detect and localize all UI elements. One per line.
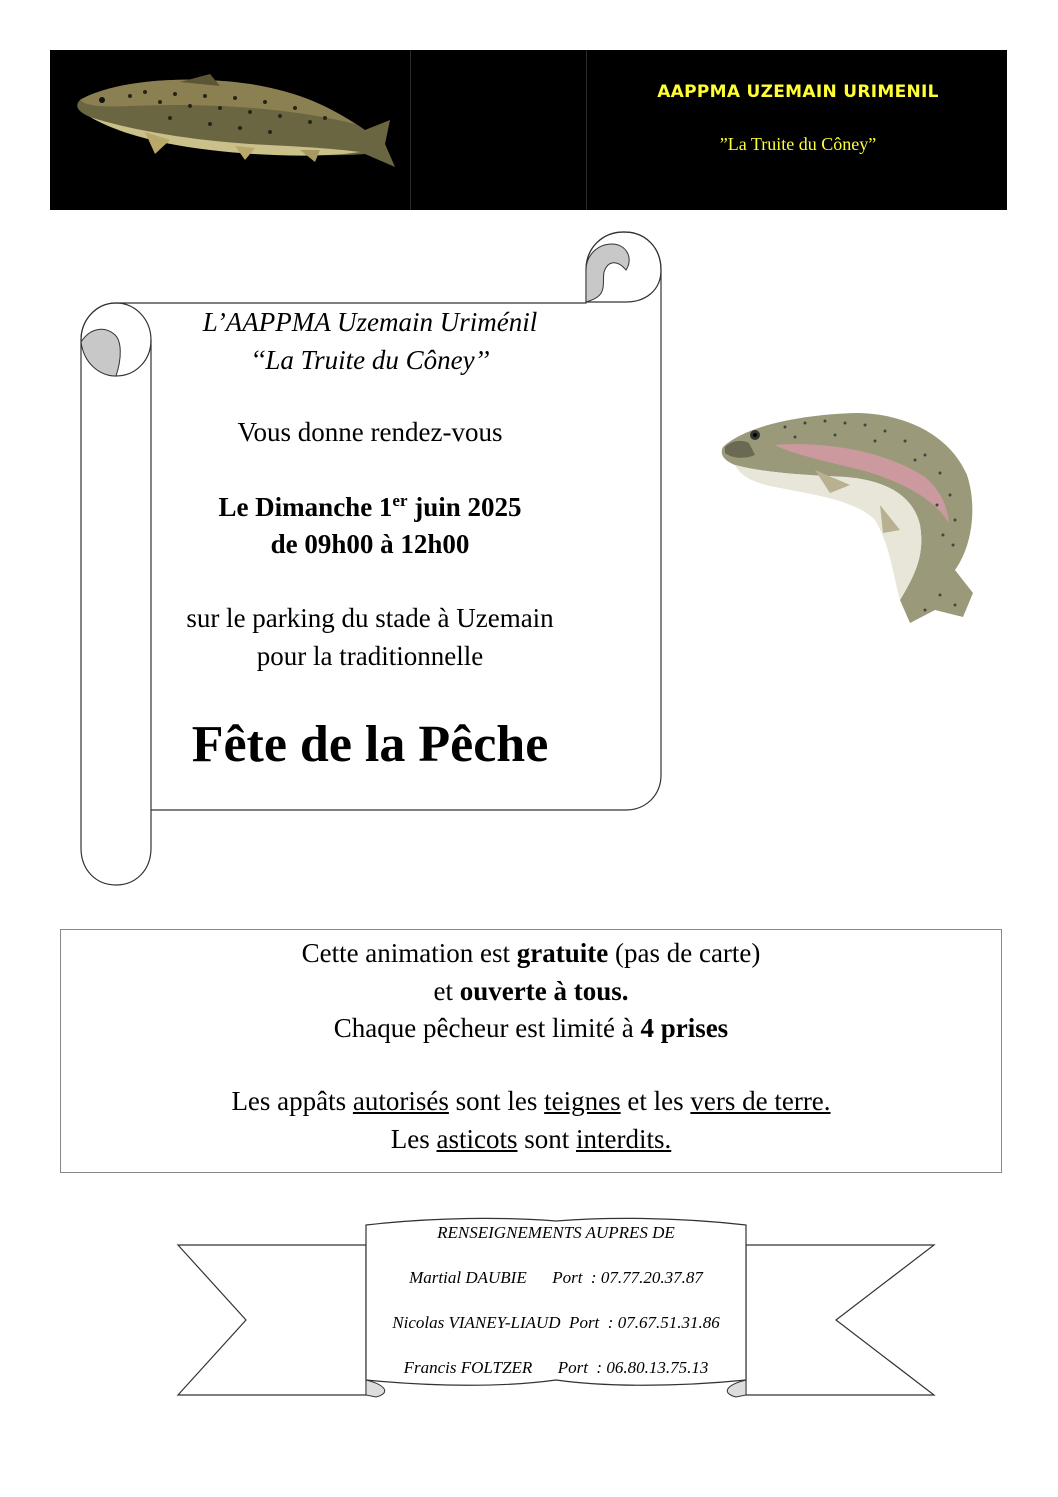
club-nickname: ‘‘La Truite du Côney’’ — [250, 345, 490, 375]
event-date: Le Dimanche 1er juin 2025 — [218, 491, 522, 522]
contact-foltzer: Francis FOLTZER Port : 06.80.13.75.13 — [403, 1358, 709, 1377]
rules-line-baits: Les appâts autorisés sont les teignes et les vers de terre. — [231, 1086, 831, 1116]
rules-line-limit: Chaque pêcheur est limité à 4 prises — [333, 1013, 729, 1043]
header-title: AAPPMA UZEMAIN URIMENIL — [657, 82, 939, 102]
header-subtitle: ”La Truite du Côney” — [719, 134, 877, 154]
header-banner — [50, 50, 1007, 210]
invitation-text: Vous donne rendez-vous — [237, 417, 503, 447]
rules-box — [60, 929, 1002, 1173]
rainbow-trout-image — [715, 405, 985, 630]
rules-line-free: Cette animation est gratuite (pas de carte) — [301, 938, 761, 968]
contact-vianey-liaud: Nicolas VIANEY-LIAUD Port : 07.67.51.31.86 — [392, 1313, 720, 1332]
header-divider — [586, 50, 587, 210]
event-title: Fête de la Pêche — [191, 716, 549, 773]
rules-line-open: et ouverte à tous. — [433, 976, 629, 1006]
event-time: de 09h00 à 12h00 — [270, 529, 470, 559]
brown-trout-image — [70, 62, 400, 177]
header-divider — [410, 50, 411, 210]
contact-daubie: Martial DAUBIE Port : 07.77.20.37.87 — [409, 1268, 703, 1287]
rules-line-forbidden: Les asticots sont interdits. — [390, 1124, 672, 1154]
club-name: L’AAPPMA Uzemain Uriménil — [202, 307, 538, 337]
event-location: sur le parking du stade à Uzemain — [186, 603, 554, 633]
contacts-heading: RENSEIGNEMENTS AUPRES DE — [437, 1223, 675, 1242]
event-intro: pour la traditionnelle — [256, 641, 484, 671]
